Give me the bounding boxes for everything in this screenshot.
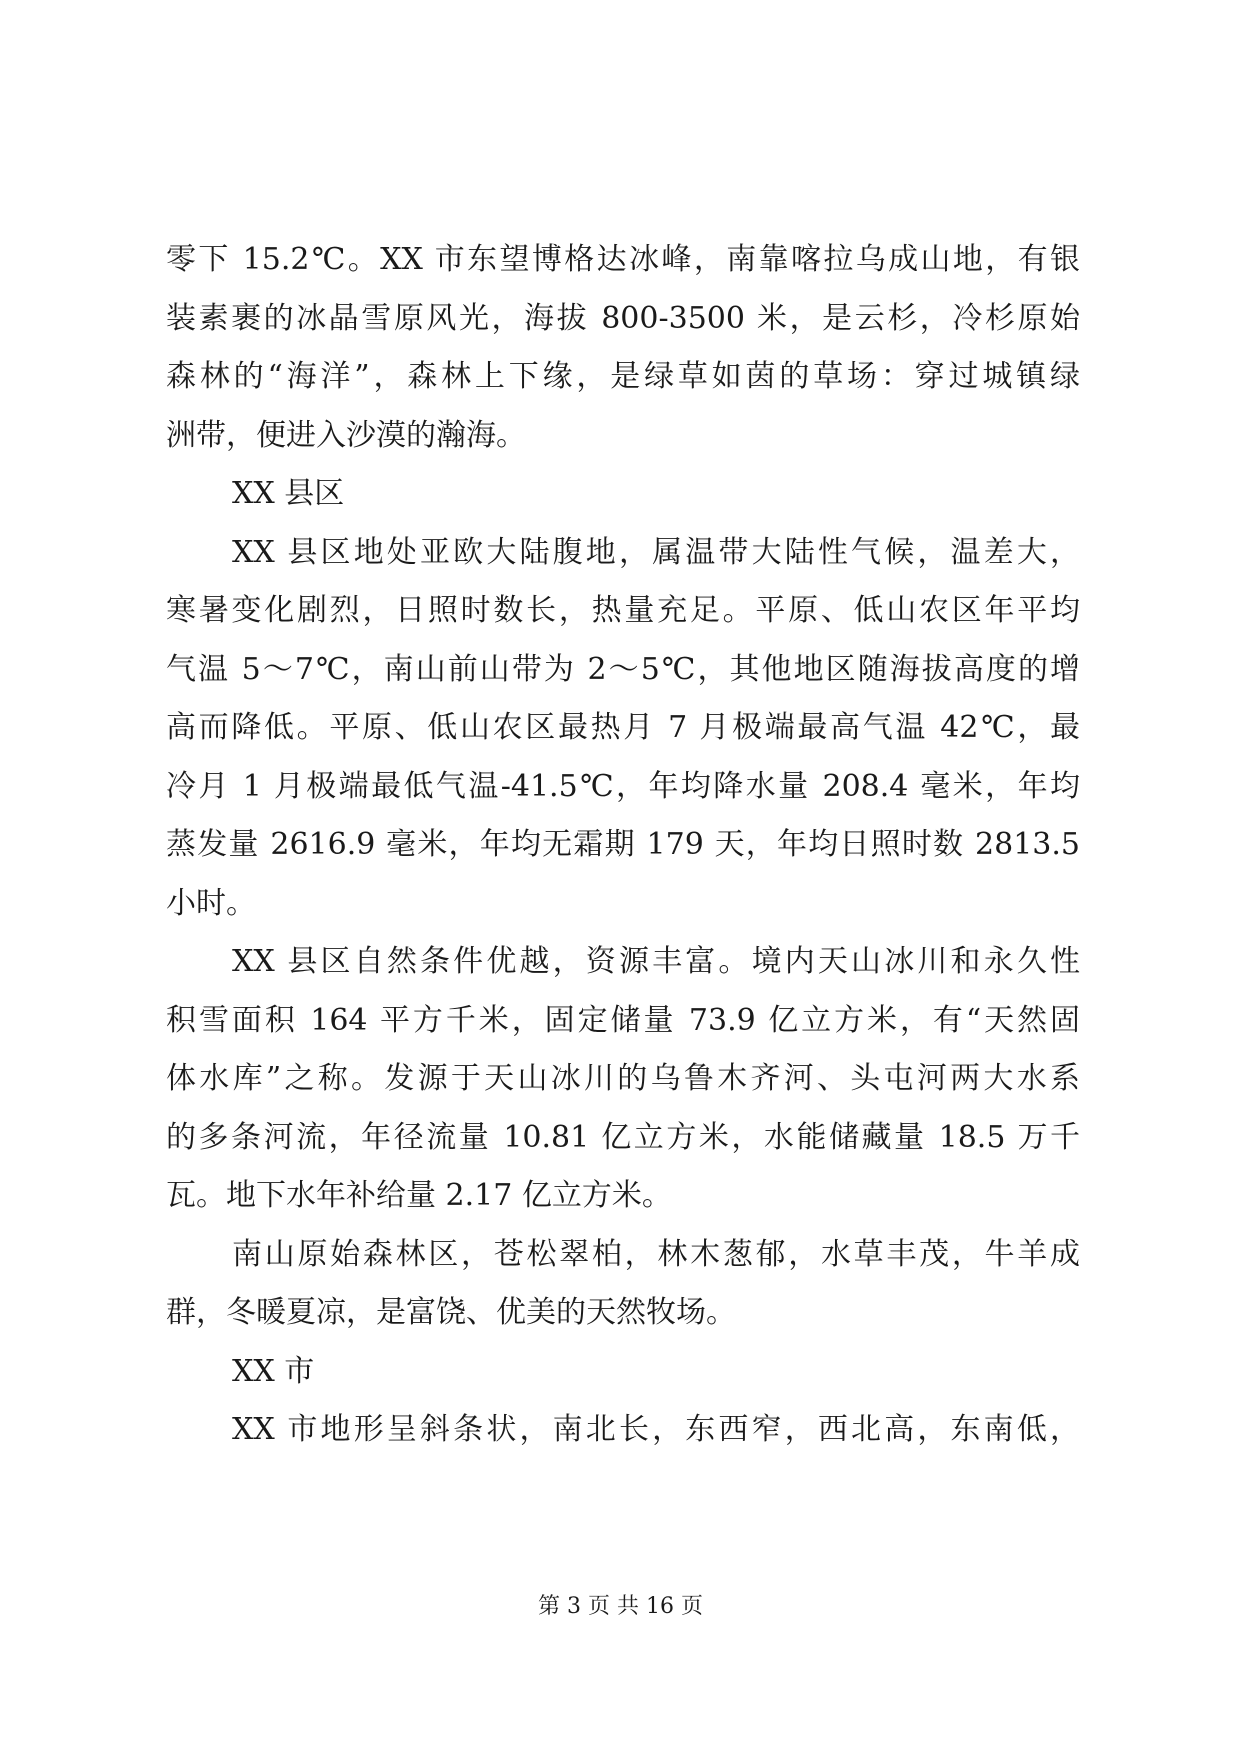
text-line: 装素裹的冰晶雪原风光，海拔 800-3500 米，是云杉，冷杉原始	[166, 300, 1080, 336]
text-line: 零下 15.2℃。XX 市东望博格达冰峰，南靠喀拉乌成山地，有银	[166, 242, 1080, 277]
text-line: 瓦。地下水年补给量 2.17 亿立方米。	[166, 1178, 672, 1213]
text-line: 小时。	[166, 885, 256, 921]
text-line: XX 县区自然条件优越，资源丰富。境内天山冰川和永久性	[232, 944, 1080, 979]
text-line: 群，冬暖夏凉，是富饶、优美的天然牧场。	[166, 1295, 736, 1330]
text-line: 积雪面积 164 平方千米，固定储量 73.9 亿立方米，有“天然固	[166, 1002, 1080, 1038]
text-line: 体水库”之称。发源于天山冰川的乌鲁木齐河、头屯河两大水系	[166, 1061, 1080, 1096]
text-line: 高而降低。平原、低山农区最热月 7 月极端最高气温 42℃，最	[166, 710, 1080, 745]
text-line: 气温 5～7℃，南山前山带为 2～5℃，其他地区随海拔高度的增	[166, 651, 1080, 687]
text-line: 冷月 1 月极端最低气温-41.5℃，年均降水量 208.4 毫米，年均	[166, 768, 1080, 804]
text-line: XX 县区	[232, 476, 345, 511]
text-line: 南山原始森林区，苍松翠柏，林木葱郁，水草丰茂，牛羊成	[232, 1236, 1080, 1272]
text-line: 洲带，便进入沙漠的瀚海。	[166, 417, 526, 453]
text-line: XX 市	[232, 1353, 315, 1389]
text-line: 的多条河流，年径流量 10.81 亿立方米，水能储藏量 18.5 万千	[166, 1119, 1080, 1155]
text-line: 森林的“海洋”，森林上下缘，是绿草如茵的草场：穿过城镇绿	[166, 359, 1080, 394]
text-line: XX 县区地处亚欧大陆腹地，属温带大陆性气候，温差大，	[232, 534, 1080, 570]
text-line: 寒暑变化剧烈，日照时数长，热量充足。平原、低山农区年平均	[166, 593, 1080, 628]
page-footer: 第 3 页 共 16 页	[538, 1594, 703, 1619]
text-line: XX 市地形呈斜条状，南北长，东西窄，西北高，东南低，	[232, 1412, 1080, 1447]
document-body	[166, 231, 1080, 1460]
text-line: 蒸发量 2616.9 毫米，年均无霜期 179 天，年均日照时数 2813.5	[166, 827, 1080, 862]
